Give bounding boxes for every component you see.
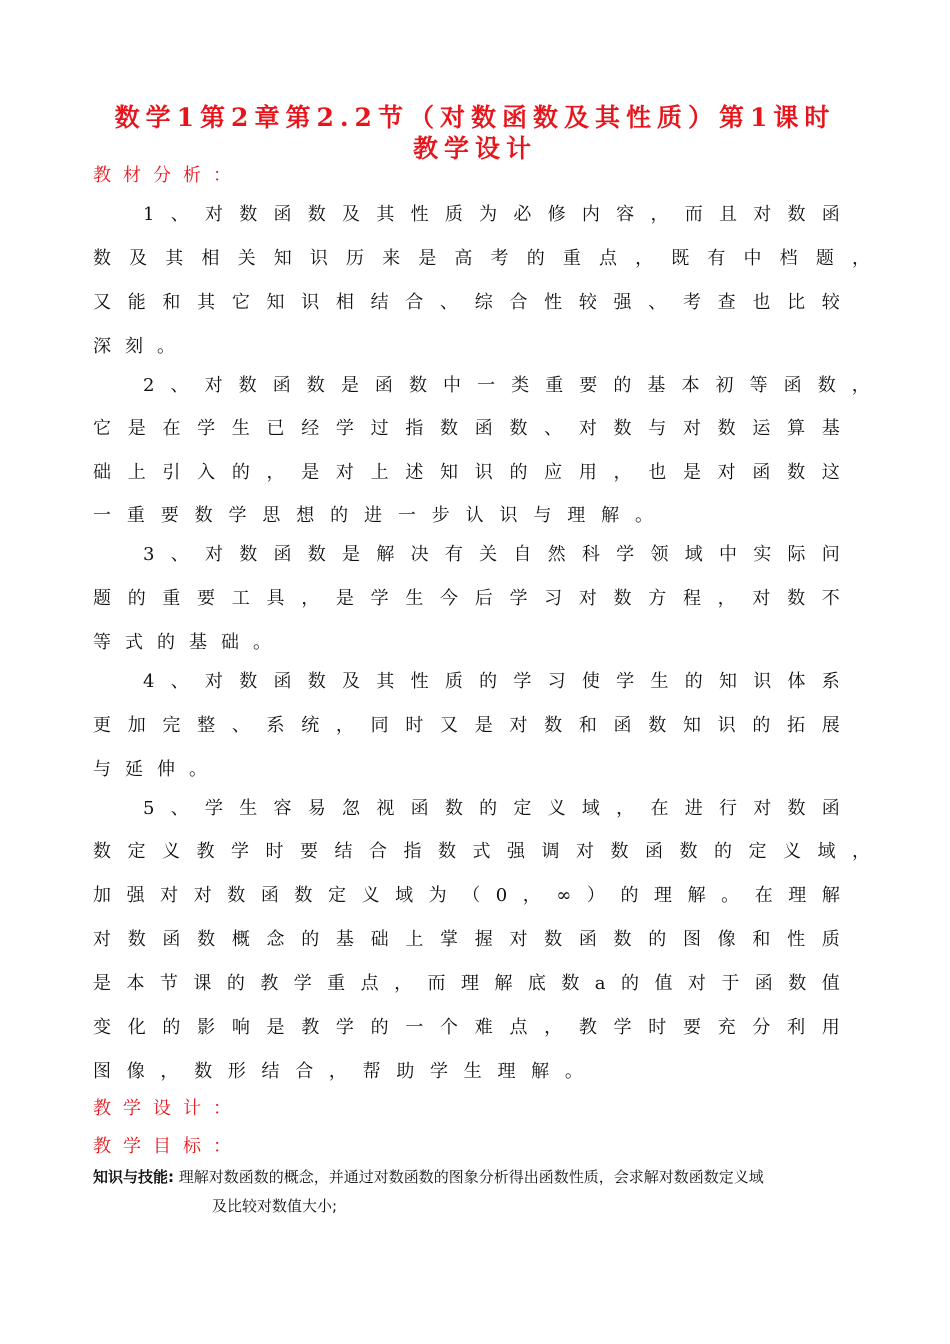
heading-textbook-analysis: 教材分析： <box>93 165 243 186</box>
paragraph-line: 与 延 伸 。 <box>93 759 207 780</box>
paragraph-line: 图 像 ， 数 形 结 合 ， 帮 助 学 生 理 解 。 <box>93 1061 583 1082</box>
paragraph-line: 更 加 完 整 、 系 统 ， 同 时 又 是 对 数 和 函 数 知 识 的 拓 展 <box>93 715 840 736</box>
paragraph-line: 深 刻 。 <box>93 336 175 357</box>
paragraph-line: 1 、 对 数 函 数 及 其 性 质 为 必 修 内 容 ， 而 且 对 数 函 <box>143 204 840 225</box>
document-title-line2: 教学设计 <box>412 134 537 163</box>
paragraph-line: 数 及 其 相 关 知 识 历 来 是 高 考 的 重 点 ， 既 有 中 档 题 ， <box>93 248 870 269</box>
paragraph-line: 题 的 重 要 工 具 ， 是 学 生 今 后 学 习 对 数 方 程 ， 对 数 不 <box>93 588 840 609</box>
heading-teaching-goals: 教学目标： <box>93 1136 243 1157</box>
objective-text: 理解对数函数的概念，并通过对数函数的图象分析得出函数性质，会求解对数函数定义域 <box>178 1168 764 1186</box>
paragraph-line: 2 、 对 数 函 数 是 函 数 中 一 类 重 要 的 基 本 初 等 函 数 ， <box>143 375 870 396</box>
objective-text-line2: 及比较对数值大小; <box>212 1197 338 1215</box>
paragraph-line: 5 、 学 生 容 易 忽 视 函 数 的 定 义 域 ， 在 进 行 对 数 函 <box>143 798 840 819</box>
paragraph-line: 又 能 和 其 它 知 识 相 结 合 、 综 合 性 较 强 、 考 查 也 比 较 <box>93 292 840 313</box>
paragraph-line: 4 、 对 数 函 数 及 其 性 质 的 学 习 使 学 生 的 知 识 体 系 <box>143 671 840 692</box>
paragraph-line: 对 数 函 数 概 念 的 基 础 上 掌 握 对 数 函 数 的 图 像 和 性 质 <box>93 929 840 950</box>
paragraph-line: 加 强 对 对 数 函 数 定 义 域 为 （ 0 ， ∞ ） 的 理 解 。 在 理 解 <box>93 885 840 906</box>
paragraph-line: 等 式 的 基 础 。 <box>93 632 271 653</box>
paragraph-line: 础 上 引 入 的 ， 是 对 上 述 知 识 的 应 用 ， 也 是 对 函 数 这 <box>93 462 840 483</box>
heading-teaching-design: 教学设计： <box>93 1098 243 1119</box>
paragraph-line: 变 化 的 影 响 是 教 学 的 一 个 难 点 ， 教 学 时 要 充 分 利 用 <box>93 1017 840 1038</box>
paragraph-line: 数 定 义 教 学 时 要 结 合 指 数 式 强 调 对 数 函 数 的 定 义 域 ， <box>93 841 870 862</box>
paragraph-line: 一 重 要 数 学 思 想 的 进 一 步 认 识 与 理 解 。 <box>93 505 653 526</box>
paragraph-line: 3 、 对 数 函 数 是 解 决 有 关 自 然 科 学 领 域 中 实 际 问 <box>143 544 840 565</box>
document-title: 数学1第2章第2.2节（对数函数及其性质）第1课时 <box>114 103 836 132</box>
paragraph-line: 是 本 节 课 的 教 学 重 点 ， 而 理 解 底 数 a 的 值 对 于 函 数 值 <box>93 973 840 994</box>
objective-label: 知识与技能: <box>93 1168 174 1186</box>
paragraph-line: 它 是 在 学 生 已 经 学 过 指 数 函 数 、 对 数 与 对 数 运 算 基 <box>93 418 840 439</box>
objective-knowledge-skills <box>93 1167 873 1187</box>
